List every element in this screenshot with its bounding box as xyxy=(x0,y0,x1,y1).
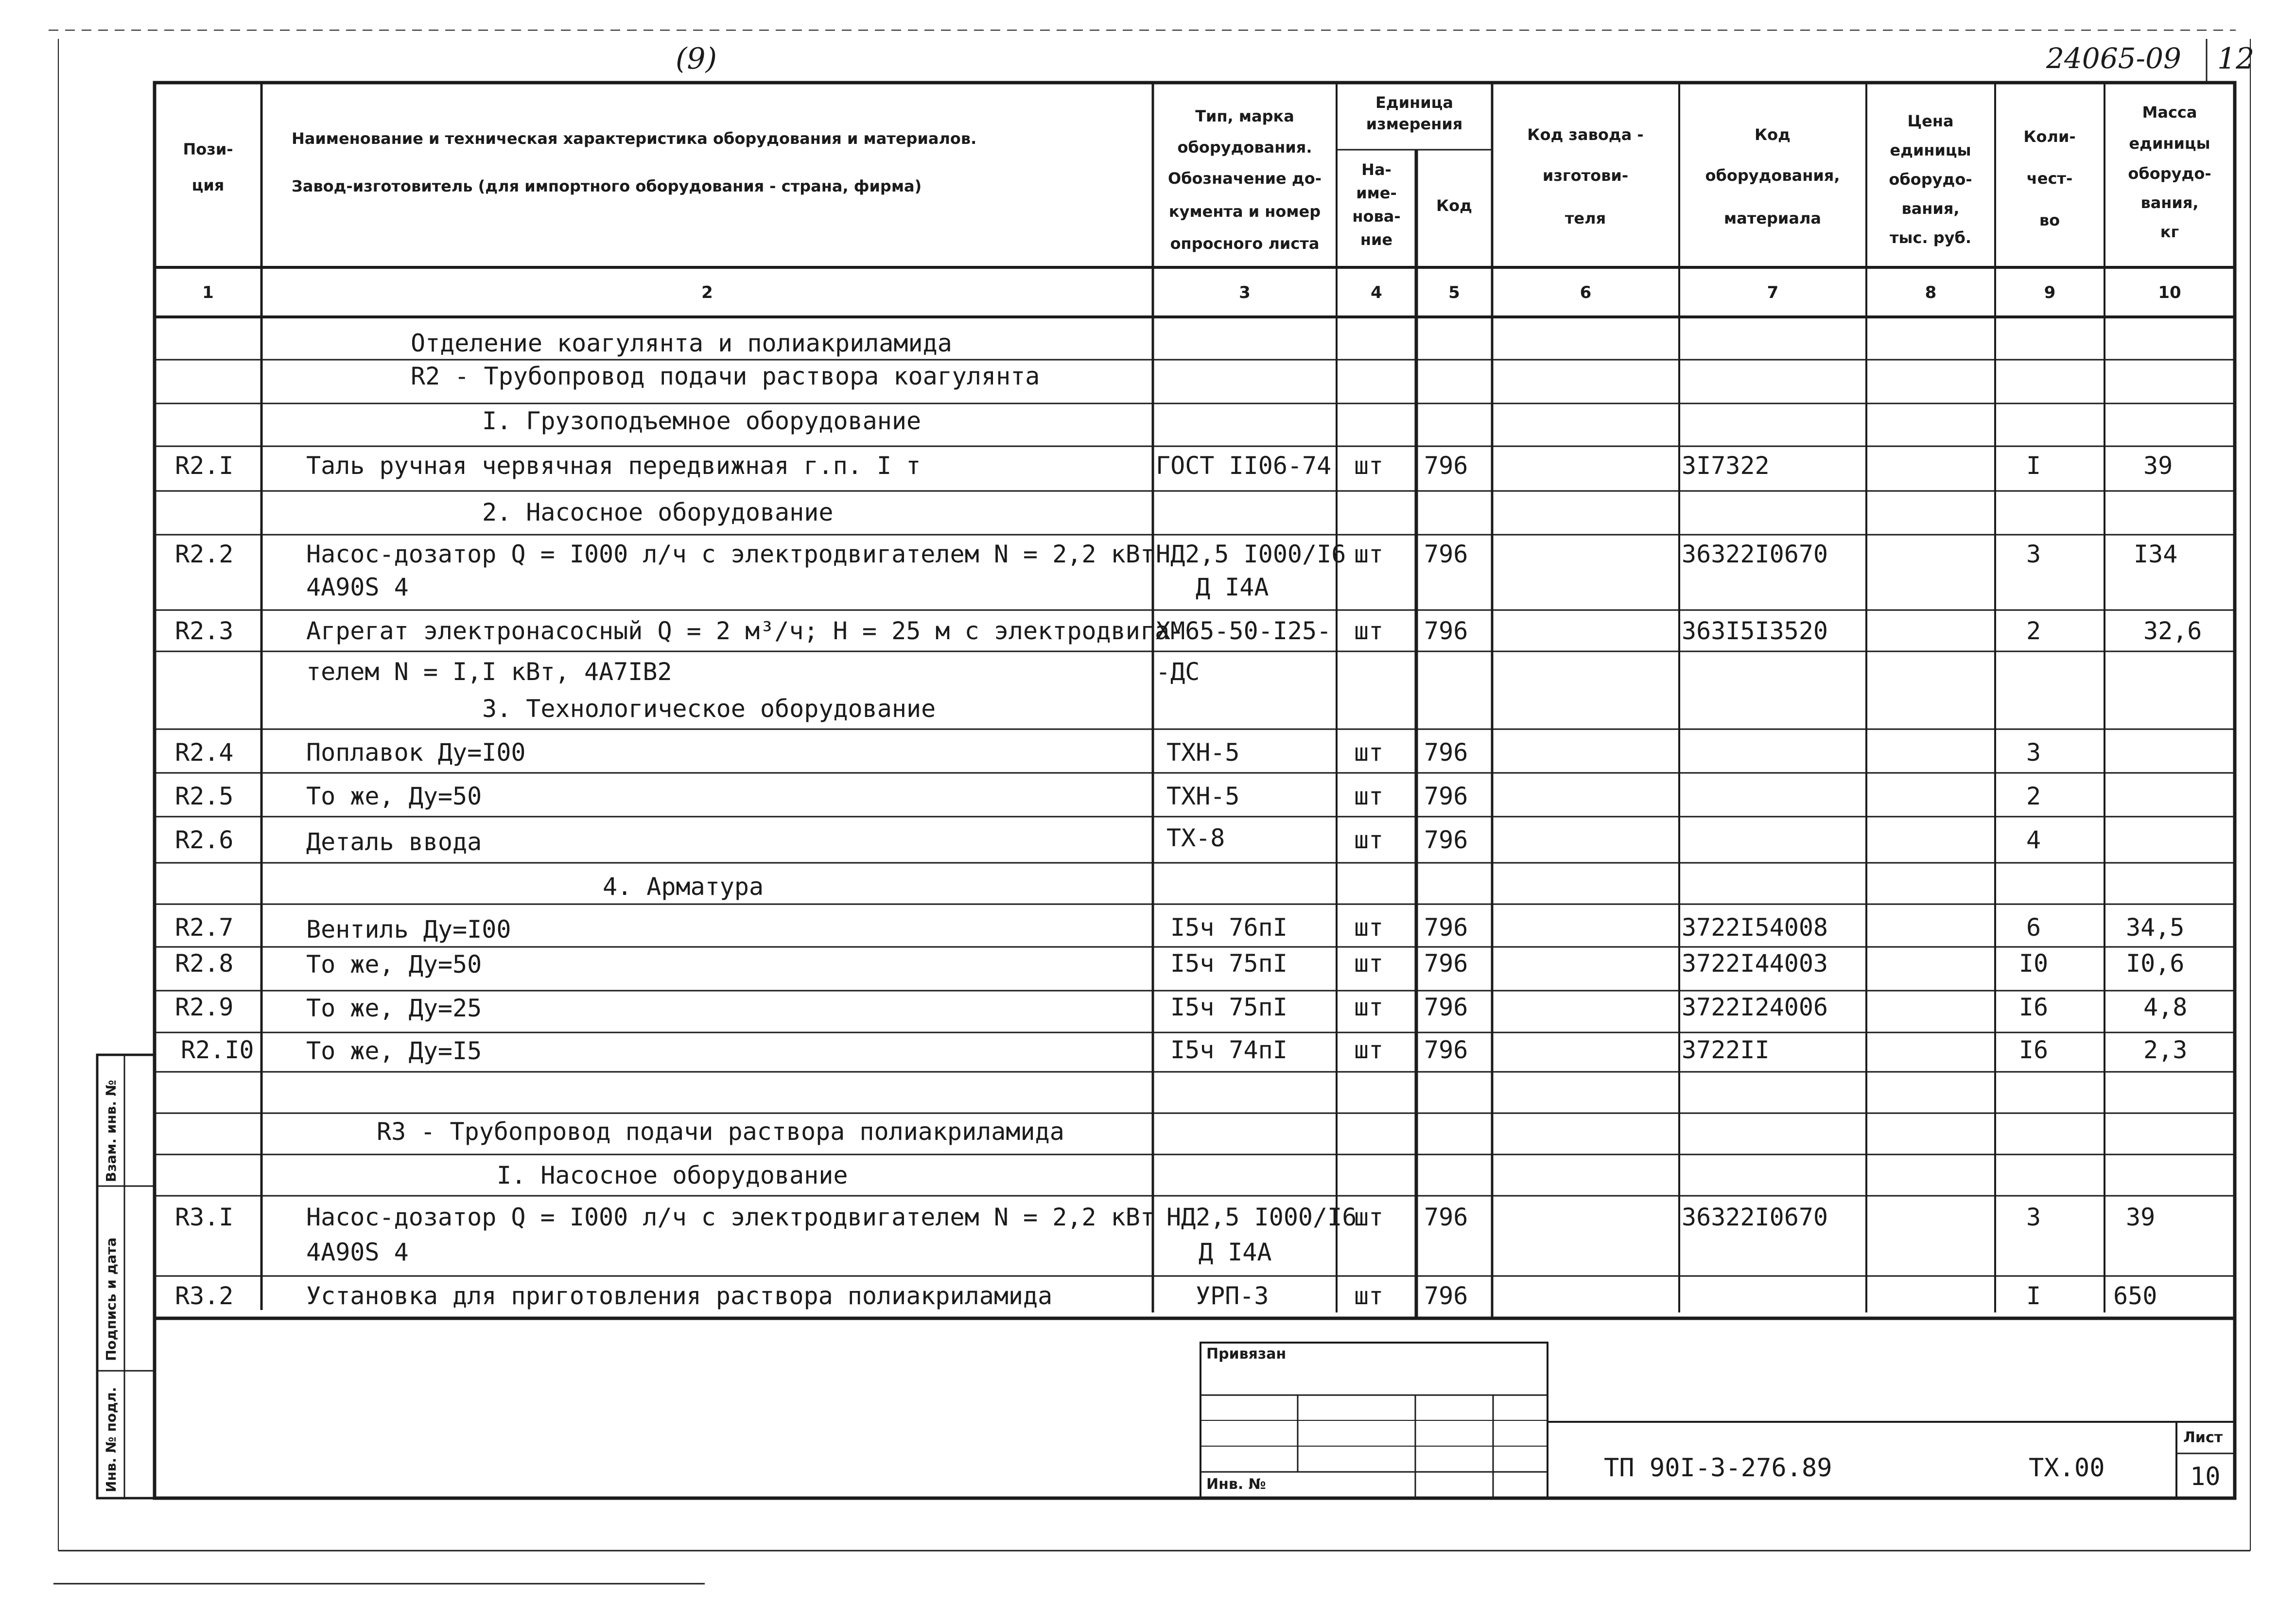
row-quantity: 6 xyxy=(2026,913,2041,942)
row-mass: 2,3 xyxy=(2143,1036,2188,1064)
row-type-line2: Д I4А xyxy=(1199,1238,1272,1266)
row-name: Агрегат электронасосный Q = 2 м³/ч; Н = 25 м с электродвига- xyxy=(306,617,1184,645)
row-mass: I34 xyxy=(2134,540,2178,568)
row-quantity: I6 xyxy=(2018,1036,2049,1064)
row-type: ТХ-8 xyxy=(1166,824,1225,852)
row-unit-code: 796 xyxy=(1424,949,1468,978)
row-unit-code: 796 xyxy=(1424,738,1468,767)
row-mass: 32,6 xyxy=(2143,617,2202,645)
row-type: I5ч 75пI xyxy=(1170,949,1287,978)
row-quantity: 3 xyxy=(2026,738,2041,767)
section-heading: Отделение коагулянта и полиакриламида xyxy=(411,329,952,357)
row-quantity: I xyxy=(2026,452,2041,480)
row-name: То же, Ду=I5 xyxy=(306,1037,482,1065)
row-mass: I0,6 xyxy=(2126,949,2185,978)
stamp-attached-label: Привязан xyxy=(1206,1346,1287,1363)
colnum-2: 2 xyxy=(701,283,713,302)
row-mass: 650 xyxy=(2113,1282,2157,1310)
colnum-3: 3 xyxy=(1239,283,1251,302)
side-label-replaced-inv: Взам. инв. № xyxy=(103,1080,119,1182)
header-col5: Код xyxy=(1436,196,1472,215)
row-unit: шт xyxy=(1354,738,1384,767)
row-mass: 39 xyxy=(2143,452,2173,480)
row-type: ТХН-5 xyxy=(1166,782,1240,810)
doc-code: 24065-09 xyxy=(2046,42,2181,75)
row-unit: шт xyxy=(1354,1036,1384,1064)
row-name: Поплавок Ду=I00 xyxy=(306,738,526,767)
row-position: R2.5 xyxy=(175,782,234,810)
row-unit-code: 796 xyxy=(1424,913,1468,942)
row-unit-code: 796 xyxy=(1424,826,1468,854)
row-name-line2: 4А90S 4 xyxy=(306,573,409,601)
row-position: R2.6 xyxy=(175,826,234,854)
stamp-document-code: ТП 90I-3-276.89 xyxy=(1604,1453,1832,1483)
row-type: I5ч 74пI xyxy=(1170,1036,1287,1064)
row-unit: шт xyxy=(1354,452,1384,480)
row-name: Насос-дозатор Q = I000 л/ч с электродвигателем N = 2,2 кВт xyxy=(306,540,1155,568)
row-position: R2.7 xyxy=(175,913,234,942)
row-type: УРП-3 xyxy=(1196,1282,1269,1310)
side-label-inv-orig: Инв. № подл. xyxy=(103,1387,119,1492)
row-name-line2: телем N = I,I кВт, 4А7IВ2 xyxy=(306,658,672,686)
row-position: R3.I xyxy=(175,1203,234,1231)
row-name: То же, Ду=25 xyxy=(306,994,482,1022)
section-heading: R3 - Трубопровод подачи раствора полиакриламида xyxy=(377,1118,1064,1146)
row-type: I5ч 75пI xyxy=(1170,993,1287,1021)
row-mass: 4,8 xyxy=(2143,993,2188,1021)
row-type: НД2,5 I000/I6 xyxy=(1166,1203,1357,1231)
row-quantity: I0 xyxy=(2018,949,2049,978)
row-type-line2: Д I4А xyxy=(1196,573,1269,601)
subsection-heading: 4. Арматура xyxy=(603,873,764,901)
row-material-code: 36322I0670 xyxy=(1682,540,1828,568)
subsection-heading: 3. Технологическое оборудование xyxy=(482,695,936,723)
colnum-9: 9 xyxy=(2044,283,2056,302)
row-material-code: 3722I24006 xyxy=(1682,993,1828,1021)
row-unit-code: 796 xyxy=(1424,617,1468,645)
row-position: R2.2 xyxy=(175,540,234,568)
row-unit-code: 796 xyxy=(1424,1282,1468,1310)
row-unit: шт xyxy=(1354,540,1384,568)
row-quantity: 2 xyxy=(2026,782,2041,810)
row-unit: шт xyxy=(1354,949,1384,978)
colnum-6: 6 xyxy=(1580,283,1592,302)
row-quantity: 4 xyxy=(2026,826,2041,854)
row-type: ТХН-5 xyxy=(1166,738,1240,767)
row-unit: шт xyxy=(1354,617,1384,645)
row-unit: шт xyxy=(1354,913,1384,942)
subsection-heading: I. Грузоподъемное оборудование xyxy=(482,407,922,435)
row-name: То же, Ду=50 xyxy=(306,782,482,810)
row-unit-code: 796 xyxy=(1424,993,1468,1021)
row-position: R2.3 xyxy=(175,617,234,645)
subsection-heading: I. Насосное оборудование xyxy=(497,1161,848,1189)
row-type: ГОСТ II06-74 xyxy=(1156,452,1332,480)
row-quantity: I xyxy=(2026,1282,2041,1310)
row-material-code: 36322I0670 xyxy=(1682,1203,1828,1231)
row-name: Вентиль Ду=I00 xyxy=(306,915,511,944)
row-material-code: 363I5I3520 xyxy=(1682,617,1828,645)
row-unit-code: 796 xyxy=(1424,1203,1468,1231)
row-name: Насос-дозатор Q = I000 л/ч с электродвигателем N = 2,2 кВт xyxy=(306,1203,1155,1231)
row-unit: шт xyxy=(1354,993,1384,1021)
row-material-code: 3722I54008 xyxy=(1682,913,1828,942)
row-type: I5ч 76пI xyxy=(1170,913,1287,942)
row-material-code: 3I7322 xyxy=(1682,452,1770,480)
row-unit: шт xyxy=(1354,1203,1384,1231)
colnum-5: 5 xyxy=(1448,283,1460,302)
row-position: R2.9 xyxy=(175,993,234,1021)
colnum-4: 4 xyxy=(1371,283,1382,302)
stamp-sheet-label: Лист xyxy=(2183,1429,2223,1446)
stamp-inv-label: Инв. № xyxy=(1206,1476,1266,1493)
row-position: R2.4 xyxy=(175,738,234,767)
row-name-line2: 4А90S 4 xyxy=(306,1238,409,1266)
row-quantity: 3 xyxy=(2026,1203,2041,1231)
row-material-code: 3722II xyxy=(1682,1036,1770,1064)
row-unit-code: 796 xyxy=(1424,540,1468,568)
sheet-circle-mark: (9) xyxy=(676,42,717,76)
row-quantity: I6 xyxy=(2018,993,2049,1021)
colnum-10: 10 xyxy=(2158,283,2181,302)
row-mass: 34,5 xyxy=(2126,913,2185,942)
row-unit-code: 796 xyxy=(1424,452,1468,480)
row-type-line2: -ДС xyxy=(1156,658,1200,686)
row-unit-code: 796 xyxy=(1424,1036,1468,1064)
row-position: R2.I xyxy=(175,452,234,480)
row-name: То же, Ду=50 xyxy=(306,950,482,979)
row-type: ХМ65-50-I25- xyxy=(1156,617,1332,645)
row-name: Таль ручная червячная передвижная г.п. I т xyxy=(306,452,921,480)
row-unit: шт xyxy=(1354,826,1384,854)
row-position: R2.I0 xyxy=(181,1036,254,1064)
stamp-section-code: ТХ.00 xyxy=(2029,1453,2105,1483)
row-unit-code: 796 xyxy=(1424,782,1468,810)
subsection-heading: 2. Насосное оборудование xyxy=(482,498,834,526)
colnum-7: 7 xyxy=(1767,283,1779,302)
row-material-code: 3722I44003 xyxy=(1682,949,1828,978)
row-type: НД2,5 I000/I6 xyxy=(1156,540,1346,568)
colnum-1: 1 xyxy=(202,283,214,302)
row-quantity: 2 xyxy=(2026,617,2041,645)
stamp-sheet-number: 10 xyxy=(2190,1462,2221,1491)
row-name: Деталь ввода xyxy=(306,828,482,856)
row-position: R3.2 xyxy=(175,1282,234,1310)
row-unit: шт xyxy=(1354,782,1384,810)
row-position: R2.8 xyxy=(175,949,234,978)
side-label-signature-date: Подпись и дата xyxy=(103,1237,119,1361)
row-quantity: 3 xyxy=(2026,540,2041,568)
section-heading: R2 - Трубопровод подачи раствора коагулянта xyxy=(411,362,1040,390)
row-mass: 39 xyxy=(2126,1203,2156,1231)
colnum-8: 8 xyxy=(1925,283,1937,302)
page-number: 12 xyxy=(2217,42,2255,76)
row-name: Установка для приготовления раствора полиакриламида xyxy=(306,1282,1053,1310)
row-unit: шт xyxy=(1354,1282,1384,1310)
